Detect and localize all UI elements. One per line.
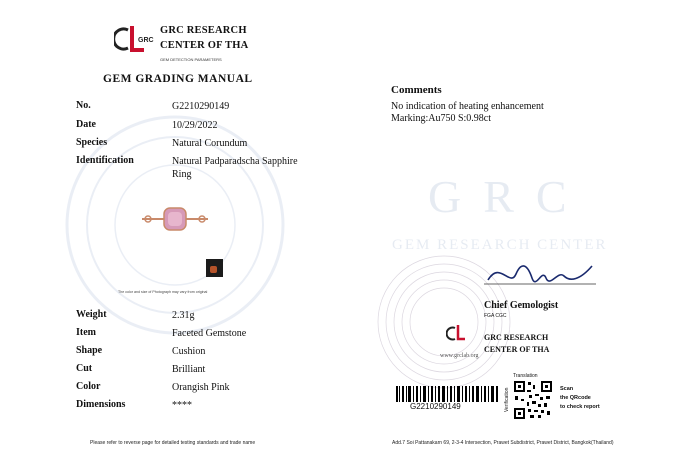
label-color: Color [76, 381, 101, 392]
value-identification: Natural Padparadscha Sapphire [172, 156, 298, 167]
signature-image [480, 258, 600, 288]
label-no: No. [76, 100, 91, 111]
barcode [396, 386, 498, 402]
value-species: Natural Corundum [172, 138, 248, 149]
certificate-thumbnail [206, 259, 223, 277]
seal-org-line2: CENTER OF THA [484, 345, 550, 354]
watermark-sub: GEM RESEARCH CENTER [392, 237, 608, 253]
footer-note: Please refer to reverse page for detailed testing standards and trade name [90, 440, 256, 446]
barcode-number: G2210290149 [410, 402, 461, 411]
value-shape: Cushion [172, 346, 206, 357]
translation-label: Translation [513, 373, 538, 379]
label-identification: Identification [76, 155, 134, 166]
label-cut: Cut [76, 363, 93, 374]
ring-photo [140, 205, 210, 233]
label-species: Species [76, 137, 108, 148]
label-date: Date [76, 119, 96, 130]
value-dimensions: **** [172, 400, 192, 411]
qr-code-icon[interactable] [513, 380, 553, 420]
value-no: G2210290149 [172, 101, 230, 112]
scan-line-3: to check report [560, 404, 600, 410]
value-date: 10/29/2022 [172, 120, 218, 131]
watermark-grc: GRC [428, 171, 589, 222]
seal-org-line1: GRC RESEARCH [484, 333, 549, 342]
footer-address: Add.7 Soi Pattanakarn 69, 2-3-4 Intersection, Prawet Subdistrict, Prawet District, Bangkok(Thailand) [392, 440, 614, 446]
value-item: Faceted Gemstone [172, 328, 247, 339]
comments-heading: Comments [391, 84, 442, 96]
scan-line-1: Scan [560, 386, 574, 392]
org-tagline: GEM DETECTION PARAMETERS [160, 57, 222, 62]
value-cut: Brilliant [172, 364, 206, 375]
grc-seal-logo-icon [446, 322, 470, 346]
label-dimensions: Dimensions [76, 399, 126, 410]
grc-logo-icon [114, 22, 154, 60]
org-name-line1: GRC RESEARCH [160, 25, 247, 36]
scan-line-2: the QRcode [560, 395, 591, 401]
scan-instructions [560, 385, 600, 412]
photo-caption: The color and size of Photograph may vary from original [118, 290, 208, 294]
comment-line-2: Marking:Au750 S:0.98ct [391, 113, 491, 124]
gemologist-credentials: FGA CGC [484, 313, 507, 319]
verification-label: Verification [504, 387, 510, 412]
label-item: Item [76, 327, 96, 338]
label-shape: Shape [76, 345, 103, 356]
value-color: Orangish Pink [172, 382, 230, 393]
svg-text:GRC: GRC [138, 37, 154, 44]
manual-title: GEM GRADING MANUAL [103, 73, 253, 85]
label-weight: Weight [76, 309, 107, 320]
website: www.grclab.org [440, 353, 479, 359]
org-name-line2: CENTER OF THA [160, 40, 249, 51]
value-weight: 2.31g [172, 310, 195, 321]
chief-gemologist: Chief Gemologist [484, 300, 559, 311]
value-identification-2: Ring [172, 169, 192, 180]
comment-line-1: No indication of heating enhancement [391, 101, 544, 112]
